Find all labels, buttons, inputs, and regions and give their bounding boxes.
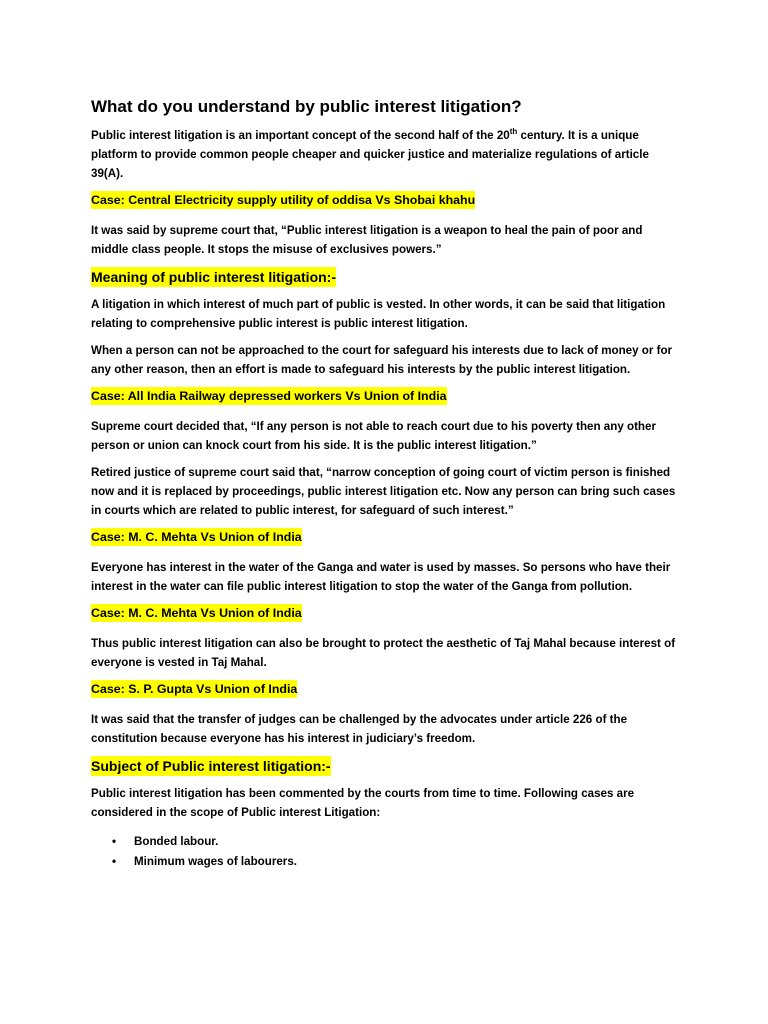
section-heading-meaning: Meaning of public interest litigation:- [91,269,336,285]
case-heading-1: Case: Central Electricity supply utility of oddisa Vs Shobai khahu [91,193,476,207]
paragraph-4: Supreme court decided that, “If any person is not able to reach court due to his poverty then any other person or union can knock court from his side. It is the public interest litigation.” [91,420,656,452]
case-line-1 [91,191,681,209]
heading-line-meaning [91,267,681,287]
heading-line-subject [91,756,681,776]
paragraph-7: Thus public interest litigation can also be brought to protect the aesthetic of Taj Mahal because interest of everyone is vested in Taj Mahal. [91,637,676,669]
list-item-text: Minimum wages of labourers. [134,855,297,868]
document-title: What do you understand by public interest litigation? [91,97,522,116]
document-page [91,96,681,872]
paragraph-1: It was said by supreme court that, “Public interest litigation is a weapon to heal the pain of poor and middle class people. It stops the misuse of exclusives powers.” [91,224,643,256]
intro-paragraph [91,126,681,183]
case-heading-5: Case: S. P. Gupta Vs Union of India [91,682,298,696]
case-line-5 [91,680,681,698]
paragraph-2: A litigation in which interest of much part of public is vested. In other words, it can be said that litigation relating to comprehensive public interest is public interest litigation. [91,298,666,330]
case-line-3 [91,528,681,546]
case-heading-2: Case: All India Railway depressed workers Vs Union of India [91,389,447,403]
scope-list [91,832,681,872]
intro-text-part2: century. It is a unique platform to provide common people cheaper and quicker justice and materialize regulations of article 39(A). [91,129,649,180]
paragraph-6: Everyone has interest in the water of the Ganga and water is used by masses. So persons who have their interest in the water can file public interest litigation to stop the water of the Ganga from pollution. [91,561,671,593]
paragraph-8: It was said that the transfer of judges can be challenged by the advocates under article 226 of the constitution because everyone has his interest in judiciary’s freedom. [91,713,628,745]
paragraph-5: Retired justice of supreme court said that, “narrow conception of going court of victim person is finished now and it is replaced by proceedings, public interest litigation etc. Now any person can bring such cases in courts which are related to public interest, for safeguard of such interest.” [91,466,676,517]
paragraph-9: Public interest litigation has been commented by the courts from time to time. Following cases are considered in the scope of Public interest Litigation: [91,787,635,819]
list-item-text: Bonded labour. [134,835,219,848]
intro-text-part1: Public interest litigation is an important concept of the second half of the 20 [91,129,510,142]
intro-superscript: th [509,127,518,137]
bullet-icon: • [112,855,117,868]
section-heading-subject: Subject of Public interest litigation:- [91,758,331,774]
case-line-4 [91,604,681,622]
bullet-icon: • [112,835,117,848]
case-line-2 [91,387,681,405]
list-item [91,852,681,872]
paragraph-3: When a person can not be approached to the court for safeguard his interests due to lack of money or for any other reason, then an effort is made to safeguard his interests by the public interest litigation. [91,344,673,376]
case-heading-3: Case: M. C. Mehta Vs Union of India [91,530,302,544]
case-heading-4: Case: M. C. Mehta Vs Union of India [91,606,302,620]
list-item [91,832,681,852]
